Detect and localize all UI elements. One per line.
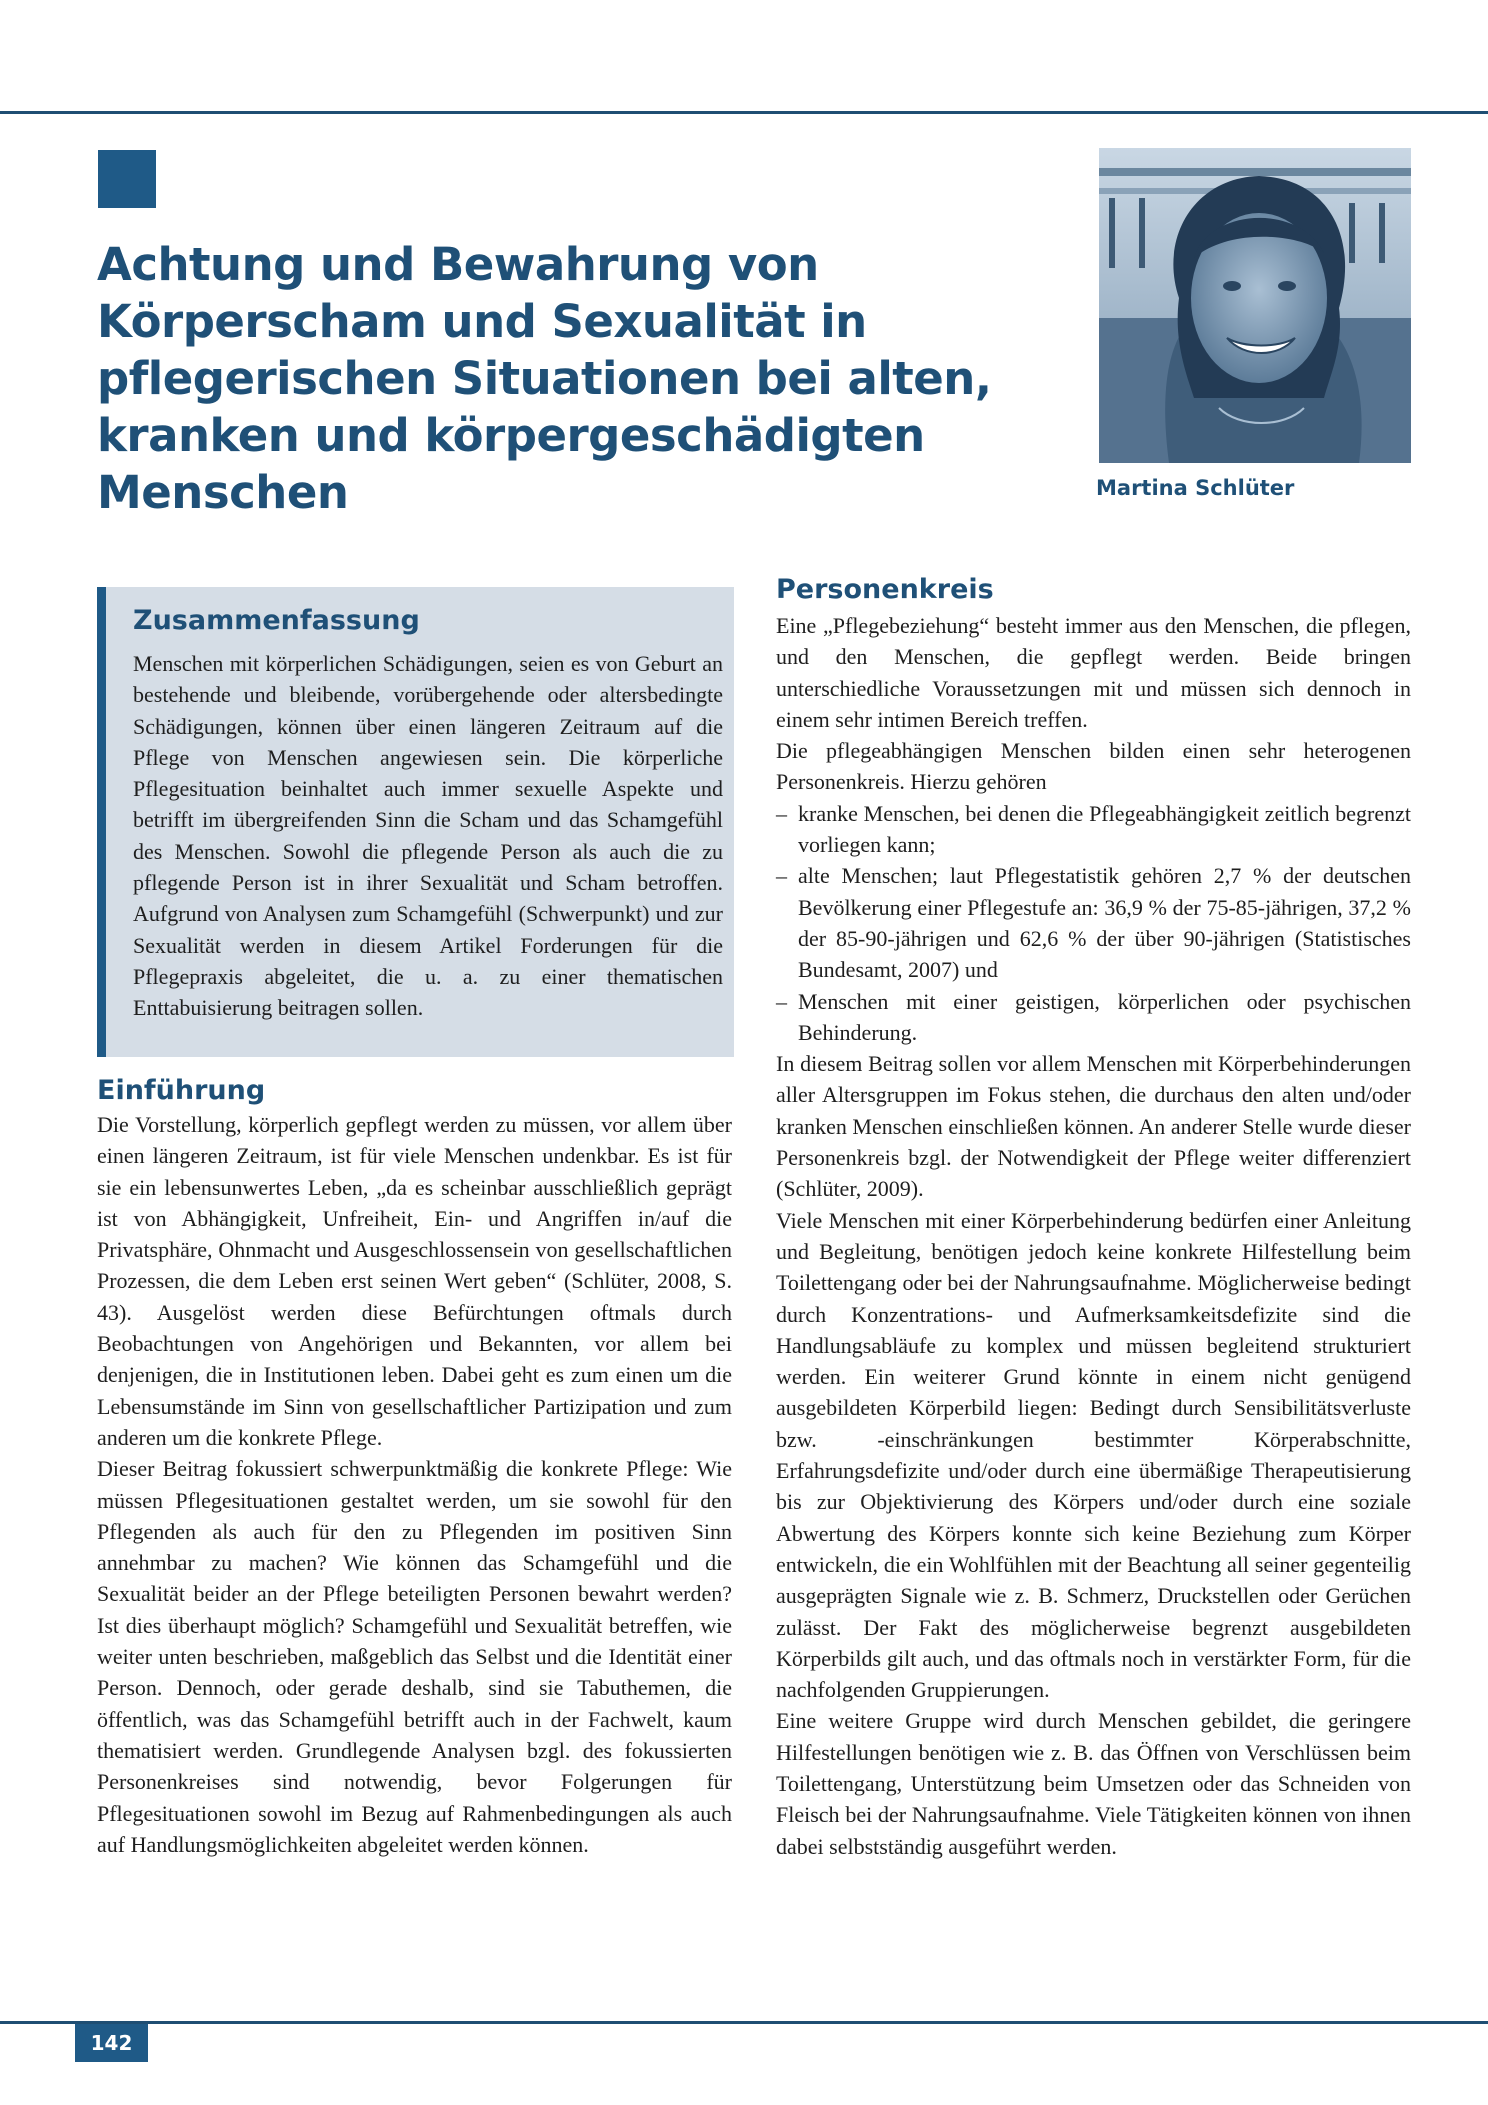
title-line: Menschen — [97, 466, 349, 519]
abstract-text: Menschen mit körperlichen Schädigungen, seien es von Geburt an bestehende und bleibende, vorübergehende oder altersbedingte Schädigungen, können über einen längeren Zeitraum auf die Pflege von Menschen angewiesen sein. Die körperliche Pflegesituation beinhaltet auch immer sexuelle Aspekte und betrifft im übergreifenden Sinn die Scham und das Schamgefühl des Menschen. Sowohl die pflegende Person als auch die zu pflegende Person ist in ihrer Sexualität und Scham betroffen. Aufgrund von Analysen zum Schamgefühl (Schwerpunkt) und zur Sexualität werden in diesem Artikel Forderungen für die Pflegepraxis abgeleitet, die u. a. zu einer thematischen Enttabuisierung beitragen sollen. — [133, 651, 723, 1021]
bottom-rule — [0, 2021, 1488, 2024]
personenkreis-list — [776, 798, 1411, 1048]
intro-paragraph: Die Vorstellung, körperlich gepflegt werden zu müssen, vor allem über einen längeren Zeitraum, ist für viele Menschen undenkbar. Es ist für sie ein lebensunwertes Leben, „da es scheinbar ausschließlich geprägt ist von Abhängigkeit, Unfreiheit, Ein- und Angriffen in/auf die Privatsphäre, Ohnmacht und Ausgeschlossensein von gesellschaftlichen Prozessen, die dem Leben erst seinen Wert geben“ (Schlüter, 2008, S. 43). Ausgelöst werden diese Befürchtungen oftmals durch Beobachtungen von Angehörigen und Bekannten, vor allem bei denjenigen, die in Institutionen leben. Dabei geht es zum einen um die Lebensumstände im Sinn von gesellschaftlicher Partizipation und zum anderen um die konkrete Pflege. — [97, 1112, 732, 1450]
personenkreis-paragraph: Eine weitere Gruppe wird durch Menschen gebildet, die geringere Hilfestellungen benötigen wie z. B. das Öffnen von Verschlüssen beim Toilettengang, Unterstützung beim Umsetzen oder das Schneiden von Fleisch bei der Nahrungsaufnahme. Viele Tätigkeiten können von ihnen dabei selbstständig ausgeführt werden. — [776, 1708, 1411, 1859]
intro-paragraph: Dieser Beitrag fokussiert schwerpunktmäßig die konkrete Pflege: Wie müssen Pflegesituationen gestaltet werden, um sie sowohl für den Pflegenden als auch für den zu Pflegenden im positiven Sinn annehmbar zu machen? Wie können das Schamgefühl und die Sexualität beider an der Pflege beteiligten Personen bewahrt werden? Ist dies überhaupt möglich? Schamgefühl und Sexualität betreffen, wie weiter unten beschrieben, maßgeblich das Selbst und die Identität einer Person. Dennoch, oder gerade deshalb, sind sie Tabuthemen, die öffentlich, was das Schamgefühl betrifft auch in der Fachwelt, kaum thematisiert werden. Grundlegende Analysen bzgl. des fokussierten Personenkreises sind notwendig, bevor Folgerungen für Pflegesituationen sowohl im Bezug auf Rahmenbedingungen als auch auf Handlungsmöglichkeiten abgeleitet werden können. — [97, 1456, 732, 1857]
list-item: – Menschen mit einer geistigen, körperlichen oder psychischen Behinderung. — [776, 986, 1411, 1049]
list-item: – kranke Menschen, bei denen die Pflegeabhängigkeit zeitlich begrenzt vorliegen kann; — [776, 798, 1411, 861]
personenkreis-paragraph: Die pflegeabhängigen Menschen bilden einen sehr heterogenen Personenkreis. Hierzu gehören — [776, 738, 1411, 795]
abstract-heading: Zusammenfassung — [133, 605, 420, 636]
title-line: Körperscham und Sexualität in — [97, 295, 867, 348]
personenkreis-paragraph: In diesem Beitrag sollen vor allem Menschen mit Körperbehinderungen aller Altersgruppen im Fokus stehen, die durchaus den alten und/oder kranken Menschen einschließen können. An anderer Stelle wurde dieser Personenkreis bzgl. der Notwendigkeit der Pflege weiter differenziert (Schlüter, 2009). — [776, 1051, 1411, 1202]
intro-heading: Einführung — [97, 1075, 266, 1106]
right-column — [776, 572, 1411, 1862]
personenkreis-paragraph: Eine „Pflegebeziehung“ besteht immer aus den Menschen, die pflegen, und den Menschen, die gepflegt werden. Beide bringen unterschiedliche Voraussetzungen mit und müssen sich dennoch in einem sehr intimen Bereich treffen. — [776, 613, 1411, 732]
personenkreis-heading: Personenkreis — [776, 574, 994, 605]
left-column — [97, 1073, 732, 1860]
title-line: pflegerischen Situationen bei alten, — [97, 352, 992, 405]
list-item: – alte Menschen; laut Pflegestatistik gehören 2,7 % der deutschen Bevölkerung einer Pflegestufe an: 36,9 % der 75-85-jährigen, 37,2 % der 85-90-jährigen und 62,6 % der über 90-jährigen (Statistisches Bundesamt, 2007) und — [776, 860, 1411, 985]
article-title — [97, 236, 1057, 521]
author-photo — [1099, 148, 1411, 463]
title-line: Achtung und Bewahrung von — [97, 238, 819, 291]
author-portrait-image — [1099, 148, 1411, 463]
section-marker-square — [98, 150, 156, 208]
personenkreis-paragraph: Viele Menschen mit einer Körperbehinderung bedürfen einer Anleitung und Begleitung, benötigen jedoch keine konkrete Hilfestellung beim Toilettengang oder bei der Nahrungsaufnahme. Möglicherweise bedingt durch Konzentrations- und Aufmerksamkeitsdefizite sind die Handlungsabläufe zu komplex und müssen begleitend strukturiert werden. Ein weiterer Grund könnte in einem nicht genügend ausgebildeten Körperbild liegen: Bedingt durch Sensibilitätsverluste bzw. -einschränkungen bestimmter Körperabschnitte, Erfahrungsdefizite und/oder durch eine übermäßige Therapeutisierung bis zur Objektivierung des Körpers und/oder durch eine soziale Abwertung des Körpers konnte sich keine Beziehung zum Körper entwickeln, die ein Wohlfühlen mit der Beachtung all seiner gegenteilig ausgeprägten Signale wie z. B. Schmerz, Druckstellen oder Gerüchen zulässt. Der Fakt des möglicherweise begrenzt ausgebildeten Körperbilds gilt auch, und das oftmals noch in verstärkter Form, für die nachfolgenden Gruppierungen. — [776, 1207, 1411, 1703]
page-number: 142 — [75, 2024, 148, 2062]
author-name: Martina Schlüter — [1096, 476, 1295, 500]
title-line: kranken und körpergeschädigten — [97, 409, 925, 462]
top-rule — [0, 111, 1488, 114]
abstract-box — [97, 587, 734, 1057]
